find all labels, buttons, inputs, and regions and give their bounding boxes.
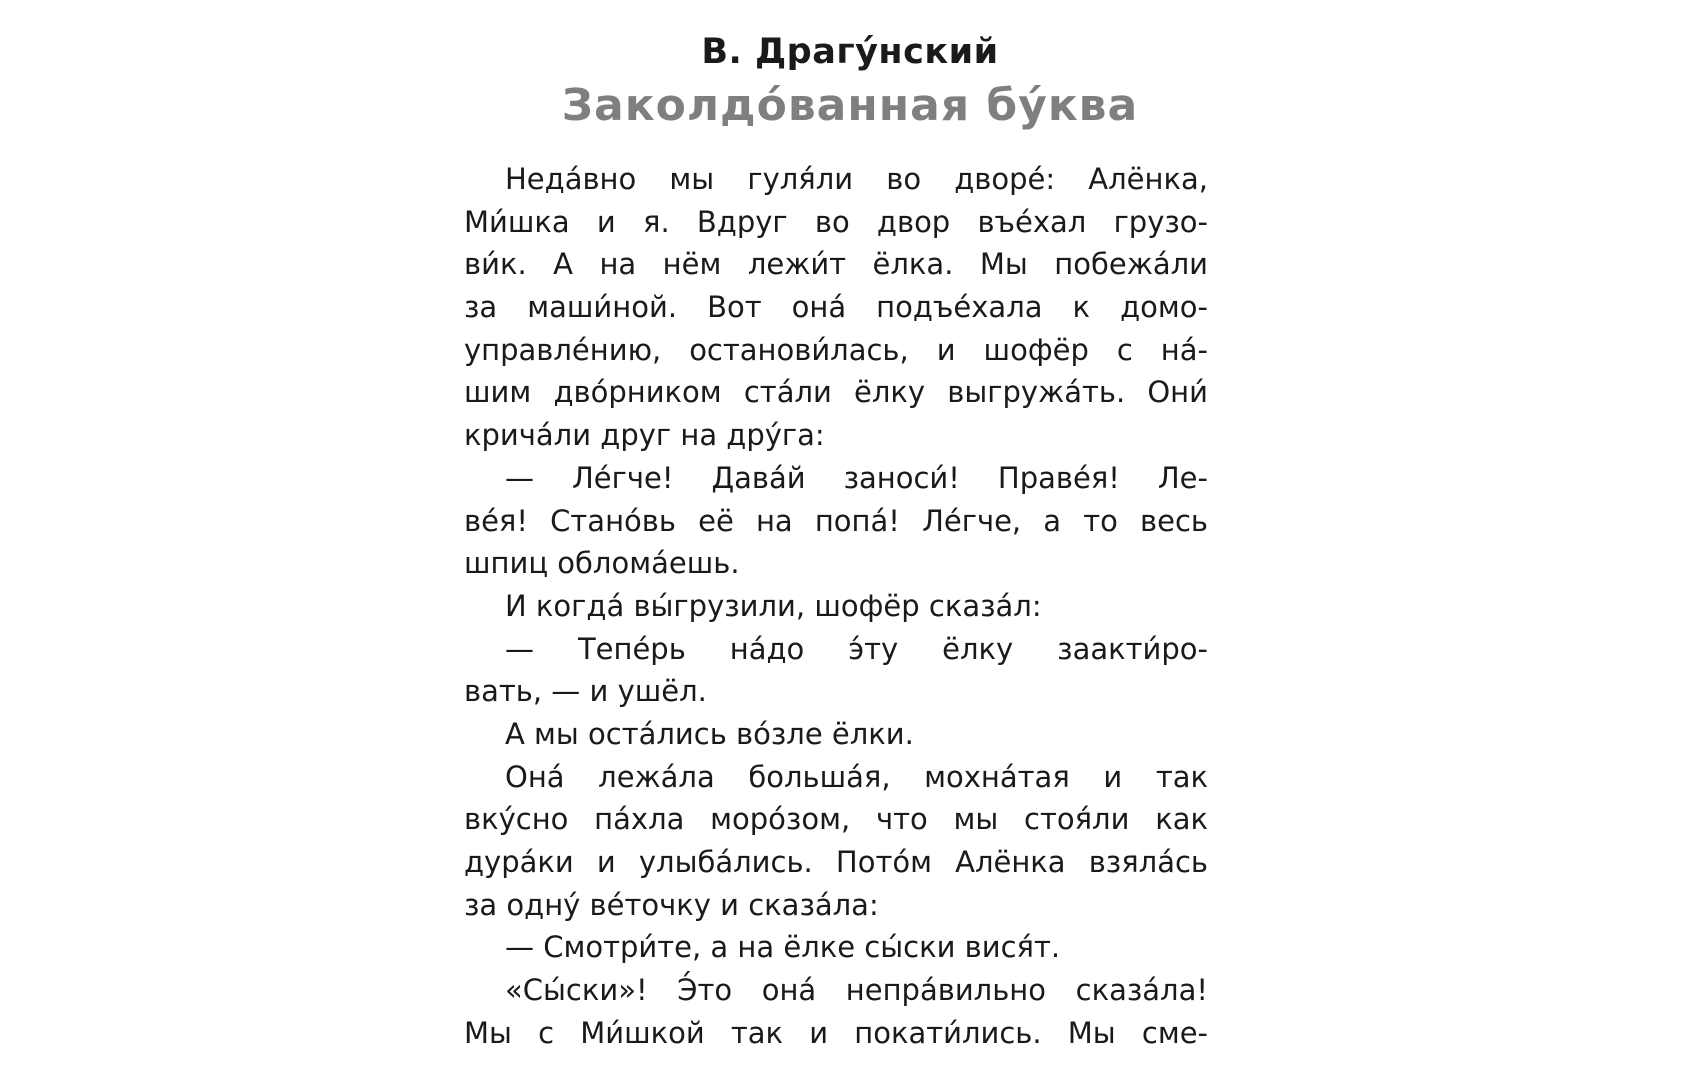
text-line: за маши́ной. Вот она́ подъе́хала к домо-: [464, 290, 1208, 325]
text-line: Она́ лежа́ла больша́я, мохна́тая и так: [505, 759, 1208, 794]
text-line: — Смотри́те, а на ёлке сы́ски вися́т.: [505, 930, 1061, 965]
text-line: управле́нию, останови́лась, и шофёр с на́-: [464, 332, 1208, 367]
text-line: — Ле́гче! Дава́й заноси́! Праве́я! Ле-: [505, 460, 1208, 495]
text-line: Ми́шка и я. Вдруг во двор въе́хал грузо-: [464, 204, 1208, 239]
story-text: [464, 158, 1208, 1054]
text-line: крича́ли друг на дру́га:: [464, 418, 825, 453]
story-title: Заколдо́ванная бу́ква: [561, 80, 1139, 131]
text-line: ве́я! Стано́вь её на попа́! Ле́гче, а то весь: [464, 503, 1208, 538]
text-line: А мы оста́лись во́зле ёлки.: [505, 716, 914, 751]
text-line: ви́к. А на нём лежи́т ёлка. Мы побежа́ли: [464, 247, 1208, 282]
text-line: шим дво́рником ста́ли ёлку выгружа́ть. Они́: [464, 375, 1208, 410]
text-line: дура́ки и улыба́лись. Пото́м Алёнка взяла́сь: [464, 845, 1208, 879]
text-line: шпиц облома́ешь.: [464, 546, 740, 581]
text-line: Мы с Ми́шкой так и покати́лись. Мы сме-: [464, 1015, 1208, 1050]
text-line: Неда́вно мы гуля́ли во дворе́: Алёнка,: [505, 162, 1208, 196]
author-name: В. Драгу́нский: [701, 32, 999, 72]
text-line: вать, — и ушёл.: [464, 674, 707, 709]
text-line: «Сы́ски»! Э́то она́ непра́вильно сказа́ла!: [505, 973, 1208, 1008]
text-line: И когда́ вы́грузили, шофёр сказа́л:: [505, 588, 1042, 623]
text-line: за одну́ ве́точку и сказа́ла:: [464, 887, 879, 922]
text-line: — Тепе́рь на́до э́ту ёлку заакти́ро-: [505, 631, 1208, 666]
text-line: вку́сно па́хла моро́зом, что мы стоя́ли как: [464, 802, 1208, 837]
